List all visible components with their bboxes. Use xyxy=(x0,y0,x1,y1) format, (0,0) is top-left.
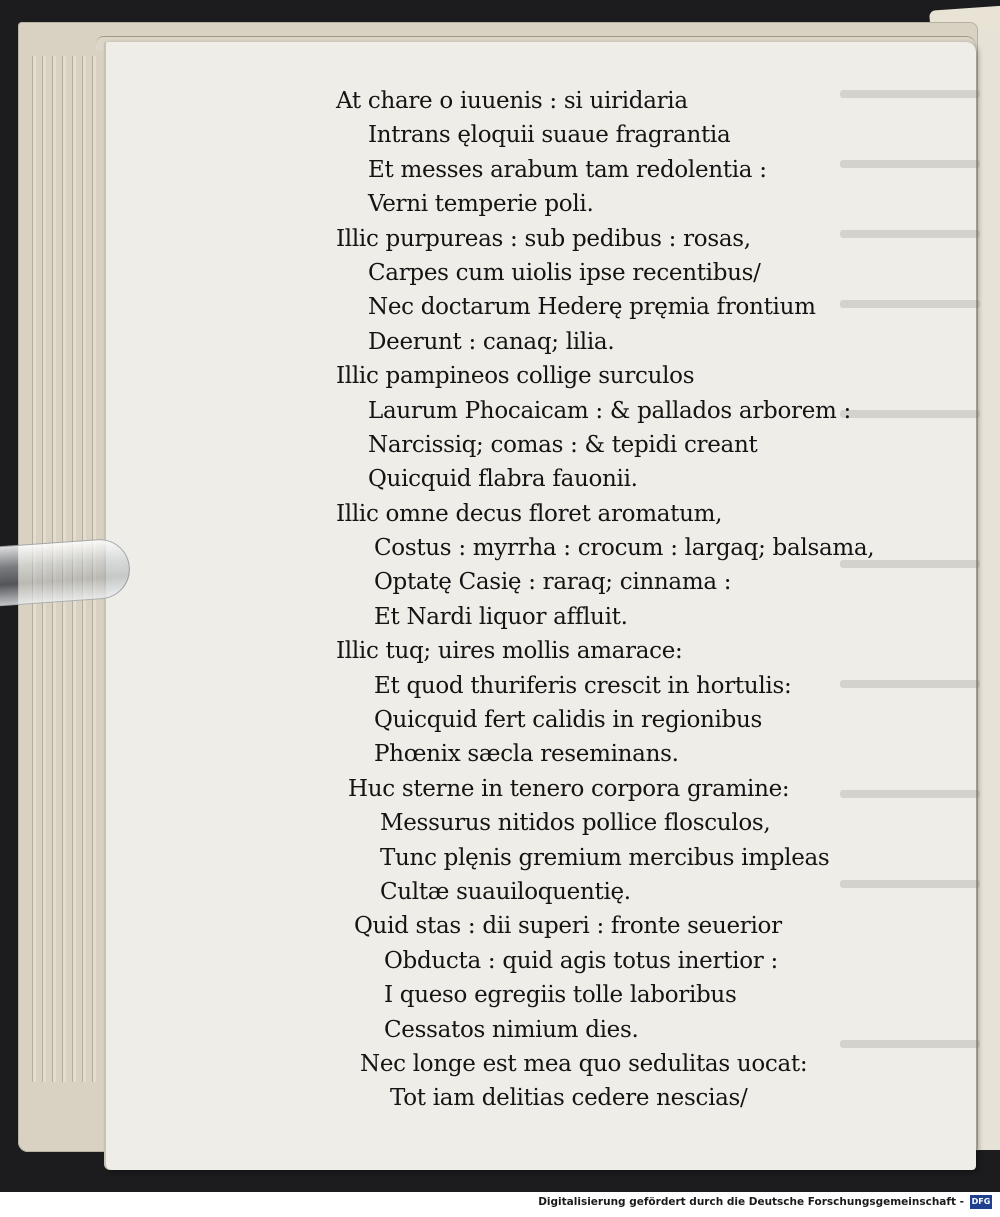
glass-page-weight xyxy=(0,537,132,607)
poem-line: Phœnix sæcla reseminans. xyxy=(374,741,679,768)
poem-line: Tot iam delitias cedere nescias/ xyxy=(390,1085,748,1112)
dfg-logo-icon: DFG xyxy=(970,1195,992,1209)
poem-line: Laurum Phocaicam : & pallados arborem : xyxy=(368,397,851,424)
poem-line: Optatę Casię : raraq; cinnama : xyxy=(374,569,732,596)
poem-line: Deerunt : canaq; lilia. xyxy=(368,328,615,355)
poem-line: Illic tuq; uires mollis amarace: xyxy=(336,638,683,665)
poem-line: Tunc plęnis gremium mercibus impleas xyxy=(380,844,830,871)
poem-line: Intrans ęloquii suaue fragrantia xyxy=(368,122,731,149)
poem-line: Quid stas : dii superi : fronte seuerior xyxy=(354,913,782,940)
poem-line: Et messes arabum tam redolentia : xyxy=(368,156,767,183)
poem-line: Illic omne decus floret aromatum, xyxy=(336,500,723,527)
poem-line: Carpes cum uiolis ipse recentibus/ xyxy=(368,259,761,286)
poem-line: Et quod thuriferis crescit in hortulis: xyxy=(374,672,792,699)
poem-line: Nec longe est mea quo sedulitas uocat: xyxy=(360,1050,808,1077)
poem-text xyxy=(336,84,874,1116)
funding-credit: Digitalisierung gefördert durch die Deutsche Forschungsgemeinschaft - xyxy=(538,1196,964,1208)
poem-line: Quicquid flabra fauonii. xyxy=(368,466,638,493)
poem-line: Verni temperie poli. xyxy=(368,191,594,218)
poem-line: Cultæ suauiloquentię. xyxy=(380,878,631,905)
poem-line: Cessatos nimium dies. xyxy=(384,1016,639,1043)
poem-line: Messurus nitidos pollice flosculos, xyxy=(380,810,771,837)
poem-line: Costus : myrrha : crocum : largaq; balsama, xyxy=(374,535,875,562)
poem-line: Narcissiq; comas : & tepidi creant xyxy=(368,431,758,458)
poem-line: Quicquid fert calidis in regionibus xyxy=(374,707,763,734)
poem-line: I queso egregiis tolle laboribus xyxy=(384,982,737,1009)
poem-line: Illic purpureas : sub pedibus : rosas, xyxy=(336,225,751,252)
poem-line: Et Nardi liquor affluit. xyxy=(374,603,628,630)
digitization-footer xyxy=(0,1192,1000,1217)
poem-line: Huc sterne in tenero corpora gramine: xyxy=(348,775,790,802)
poem-line: Illic pampineos collige surculos xyxy=(336,363,695,390)
poem-line: Nec doctarum Hederę pręmia frontium xyxy=(368,294,816,321)
poem-line: At chare o iuuenis : si uiridaria xyxy=(336,88,688,114)
poem-line: Obducta : quid agis totus inertior : xyxy=(384,947,778,974)
